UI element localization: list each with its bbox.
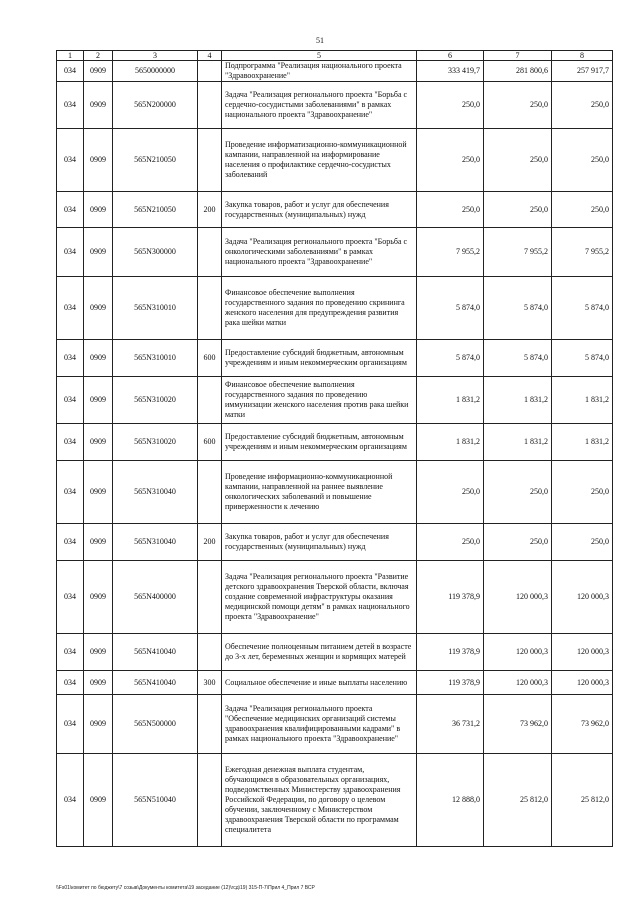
ministry-code: 034 <box>57 524 84 561</box>
target-article-code: 565N500000 <box>113 695 198 754</box>
expense-type-code: 600 <box>198 424 222 461</box>
column-number-5: 5 <box>222 51 417 61</box>
amount-col-6: 333 419,7 <box>417 61 484 82</box>
amount-col-8: 250,0 <box>552 461 613 524</box>
table-row <box>57 754 613 847</box>
amount-col-8: 120 000,3 <box>552 561 613 634</box>
target-article-code: 565N210050 <box>113 192 198 228</box>
amount-col-6: 250,0 <box>417 524 484 561</box>
ministry-code: 034 <box>57 695 84 754</box>
amount-col-6: 7 955,2 <box>417 228 484 277</box>
ministry-code: 034 <box>57 561 84 634</box>
column-number-6: 6 <box>417 51 484 61</box>
target-article-code: 565N400000 <box>113 561 198 634</box>
amount-col-6: 250,0 <box>417 192 484 228</box>
section-code: 0909 <box>84 561 113 634</box>
amount-col-7: 120 000,3 <box>484 561 552 634</box>
amount-col-7: 25 812,0 <box>484 754 552 847</box>
column-number-7: 7 <box>484 51 552 61</box>
ministry-code: 034 <box>57 377 84 424</box>
amount-col-7: 5 874,0 <box>484 340 552 377</box>
expense-type-code <box>198 82 222 129</box>
section-code: 0909 <box>84 340 113 377</box>
section-code: 0909 <box>84 424 113 461</box>
ministry-code: 034 <box>57 634 84 671</box>
amount-col-6: 250,0 <box>417 129 484 192</box>
section-code: 0909 <box>84 277 113 340</box>
ministry-code: 034 <box>57 82 84 129</box>
table-row <box>57 634 613 671</box>
section-code: 0909 <box>84 754 113 847</box>
amount-col-7: 5 874,0 <box>484 277 552 340</box>
target-article-code: 565N300000 <box>113 228 198 277</box>
item-description: Подпрограмма "Реализация национального проекта "Здравоохранение" <box>222 61 417 82</box>
target-article-code: 565N310020 <box>113 424 198 461</box>
ministry-code: 034 <box>57 192 84 228</box>
amount-col-8: 73 962,0 <box>552 695 613 754</box>
amount-col-8: 5 874,0 <box>552 277 613 340</box>
section-code: 0909 <box>84 461 113 524</box>
amount-col-7: 250,0 <box>484 524 552 561</box>
amount-col-6: 1 831,2 <box>417 424 484 461</box>
table-row <box>57 277 613 340</box>
amount-col-6: 36 731,2 <box>417 695 484 754</box>
amount-col-7: 250,0 <box>484 192 552 228</box>
amount-col-8: 25 812,0 <box>552 754 613 847</box>
amount-col-6: 119 378,9 <box>417 671 484 695</box>
amount-col-7: 250,0 <box>484 129 552 192</box>
table-row <box>57 561 613 634</box>
section-code: 0909 <box>84 228 113 277</box>
amount-col-6: 119 378,9 <box>417 634 484 671</box>
amount-col-6: 5 874,0 <box>417 277 484 340</box>
target-article-code: 565N310010 <box>113 277 198 340</box>
page-number: 51 <box>316 36 324 45</box>
target-article-code: 565N410040 <box>113 671 198 695</box>
amount-col-7: 250,0 <box>484 461 552 524</box>
target-article-code: 565N410040 <box>113 634 198 671</box>
section-code: 0909 <box>84 61 113 82</box>
target-article-code: 565N510040 <box>113 754 198 847</box>
section-code: 0909 <box>84 634 113 671</box>
amount-col-7: 73 962,0 <box>484 695 552 754</box>
amount-col-8: 1 831,2 <box>552 377 613 424</box>
item-description: Задача "Реализация регионального проекта "Развитие детского здравоохранения Тверской области, включая создание современной инфраструктуры оказания медицинской помощи детям" в рамках национального проекта "Здравоохранение" <box>222 561 417 634</box>
item-description: Предоставление субсидий бюджетным, автономным учреждениям и иным некоммерческим организациям <box>222 424 417 461</box>
table-row <box>57 671 613 695</box>
expense-type-code: 200 <box>198 192 222 228</box>
amount-col-7: 281 800,6 <box>484 61 552 82</box>
section-code: 0909 <box>84 695 113 754</box>
amount-col-6: 250,0 <box>417 82 484 129</box>
item-description: Финансовое обеспечение выполнения государственного задания по проведению иммунизации женского населения против рака шейки матки <box>222 377 417 424</box>
column-number-8: 8 <box>552 51 613 61</box>
column-number-1: 1 <box>57 51 84 61</box>
expense-type-code <box>198 634 222 671</box>
target-article-code: 565N310010 <box>113 340 198 377</box>
amount-col-6: 1 831,2 <box>417 377 484 424</box>
amount-col-8: 1 831,2 <box>552 424 613 461</box>
expense-type-code <box>198 461 222 524</box>
section-code: 0909 <box>84 129 113 192</box>
expense-type-code <box>198 277 222 340</box>
amount-col-8: 250,0 <box>552 192 613 228</box>
amount-col-6: 12 888,0 <box>417 754 484 847</box>
amount-col-7: 7 955,2 <box>484 228 552 277</box>
table-row <box>57 695 613 754</box>
amount-col-7: 120 000,3 <box>484 634 552 671</box>
column-number-row <box>57 51 613 61</box>
amount-col-8: 7 955,2 <box>552 228 613 277</box>
item-description: Финансовое обеспечение выполнения государственного задания по проведению скрининга женского населения для предупреждения развития рака шейки матки <box>222 277 417 340</box>
section-code: 0909 <box>84 524 113 561</box>
amount-col-7: 1 831,2 <box>484 424 552 461</box>
item-description: Закупка товаров, работ и услуг для обеспечения государственных (муниципальных) нужд <box>222 524 417 561</box>
item-description: Задача "Реализация регионального проекта "Борьба с онкологическими заболеваниями" в рамках национального проекта "Здравоохранение" <box>222 228 417 277</box>
table-row <box>57 192 613 228</box>
amount-col-8: 250,0 <box>552 82 613 129</box>
ministry-code: 034 <box>57 461 84 524</box>
amount-col-6: 250,0 <box>417 461 484 524</box>
table-row <box>57 61 613 82</box>
expense-type-code <box>198 695 222 754</box>
section-code: 0909 <box>84 82 113 129</box>
target-article-code: 5650000000 <box>113 61 198 82</box>
ministry-code: 034 <box>57 61 84 82</box>
table-row <box>57 377 613 424</box>
item-description: Проведение информационно-коммуникационной кампании, направленной на раннее выявление онкологических заболеваний и повышение приверженности к лечению <box>222 461 417 524</box>
expense-type-code: 600 <box>198 340 222 377</box>
table-row <box>57 129 613 192</box>
amount-col-6: 5 874,0 <box>417 340 484 377</box>
ministry-code: 034 <box>57 424 84 461</box>
budget-table <box>56 50 613 847</box>
expense-type-code <box>198 61 222 82</box>
target-article-code: 565N310020 <box>113 377 198 424</box>
file-path-footer: \\Fs01\комитет по бюджету\7 созыв\Документы комитета\19 заседание (12)\гсд\19) 315-П-7\Прил 4_Прил 7 ВСР <box>56 885 315 891</box>
column-number-3: 3 <box>113 51 198 61</box>
column-number-4: 4 <box>198 51 222 61</box>
expense-type-code: 200 <box>198 524 222 561</box>
ministry-code: 034 <box>57 340 84 377</box>
item-description: Задача "Реализация регионального проекта "Борьба с сердечно-сосудистыми заболеваниями" в рамках национального проекта "Здравоохранение" <box>222 82 417 129</box>
ministry-code: 034 <box>57 754 84 847</box>
expense-type-code <box>198 561 222 634</box>
item-description: Обеспечение полноценным питанием детей в возрасте до 3-х лет, беременных женщин и кормящих матерей <box>222 634 417 671</box>
item-description: Проведение информатизационно-коммуникационной кампании, направленной на информирование населения о профилактике сердечно-сосудистых заболеваний <box>222 129 417 192</box>
amount-col-7: 1 831,2 <box>484 377 552 424</box>
amount-col-8: 250,0 <box>552 524 613 561</box>
table-row <box>57 340 613 377</box>
amount-col-8: 257 917,7 <box>552 61 613 82</box>
amount-col-6: 119 378,9 <box>417 561 484 634</box>
target-article-code: 565N210050 <box>113 129 198 192</box>
section-code: 0909 <box>84 377 113 424</box>
amount-col-8: 5 874,0 <box>552 340 613 377</box>
table-row <box>57 461 613 524</box>
expense-type-code <box>198 377 222 424</box>
item-description: Предоставление субсидий бюджетным, автономным учреждениям и иным некоммерческим организациям <box>222 340 417 377</box>
ministry-code: 034 <box>57 129 84 192</box>
expense-type-code <box>198 129 222 192</box>
table-body <box>57 61 613 847</box>
item-description: Социальное обеспечение и иные выплаты населению <box>222 671 417 695</box>
item-description: Закупка товаров, работ и услуг для обеспечения государственных (муниципальных) нужд <box>222 192 417 228</box>
amount-col-8: 120 000,3 <box>552 634 613 671</box>
ministry-code: 034 <box>57 671 84 695</box>
expense-type-code <box>198 754 222 847</box>
section-code: 0909 <box>84 192 113 228</box>
amount-col-8: 120 000,3 <box>552 671 613 695</box>
ministry-code: 034 <box>57 277 84 340</box>
item-description: Ежегодная денежная выплата студентам, обучающимся в образовательных организациях, подведомственных Министерству здравоохранения Российской Федерации, по договору о целевом обучении, заключенному с Министерством здравоохранения Тверской области по программам специалитета <box>222 754 417 847</box>
table-row <box>57 228 613 277</box>
expense-type-code: 300 <box>198 671 222 695</box>
ministry-code: 034 <box>57 228 84 277</box>
table-row <box>57 524 613 561</box>
target-article-code: 565N310040 <box>113 461 198 524</box>
expense-type-code <box>198 228 222 277</box>
section-code: 0909 <box>84 671 113 695</box>
table-row <box>57 424 613 461</box>
target-article-code: 565N200000 <box>113 82 198 129</box>
amount-col-7: 120 000,3 <box>484 671 552 695</box>
amount-col-8: 250,0 <box>552 129 613 192</box>
table-row <box>57 82 613 129</box>
target-article-code: 565N310040 <box>113 524 198 561</box>
item-description: Задача "Реализация регионального проекта "Обеспечение медицинских организаций системы здравоохранения квалифицированными кадрами" в рамках национального проекта "Здравоохранение" <box>222 695 417 754</box>
column-number-2: 2 <box>84 51 113 61</box>
amount-col-7: 250,0 <box>484 82 552 129</box>
